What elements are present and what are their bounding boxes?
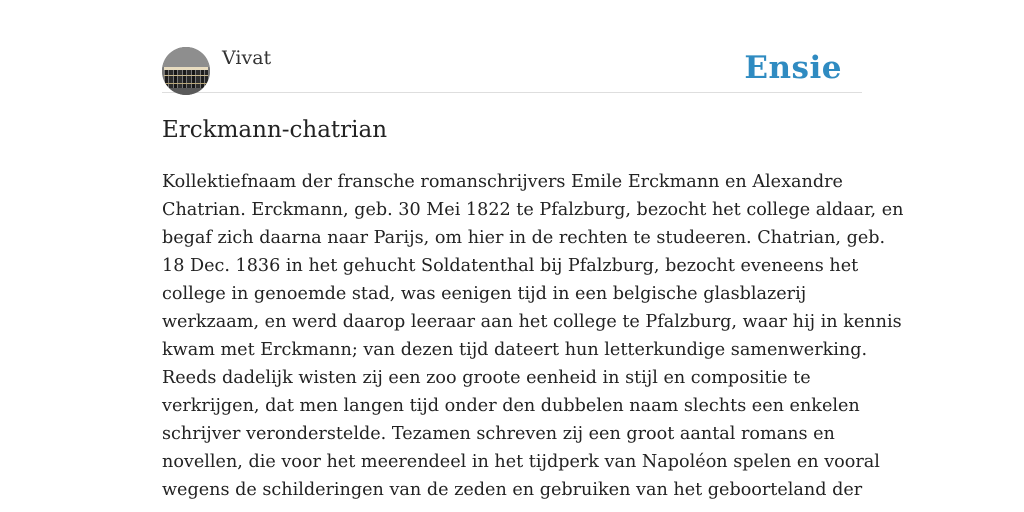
page <box>162 0 904 512</box>
article-line: begaf zich daarna naar Parijs, om hier in de rechten te studeeren. Chatrian, geb. <box>162 228 886 248</box>
page-title: Erckmann-chatrian <box>162 117 388 143</box>
article-line: Kollektiefnaam der fransche romanschrijvers Emile Erckmann en Alexandre <box>162 172 843 192</box>
article-line: Chatrian. Erckmann, geb. 30 Mei 1822 te Pfalzburg, bezocht het college aldaar, en <box>162 200 904 220</box>
source-name[interactable]: Vivat <box>222 47 272 69</box>
article-body <box>162 168 904 504</box>
article-line: Reeds dadelijk wisten zij een zoo groote eenheid in stijl en compositie te <box>162 368 811 388</box>
article-line: werkzaam, en werd daarop leeraar aan het college te Pfalzburg, waar hij in kennis <box>162 312 902 332</box>
article-line: 18 Dec. 1836 in het gehucht Soldatenthal bij Pfalzburg, bezocht eveneens het <box>162 256 859 276</box>
article-line: college in genoemde stad, was eenigen tijd in een belgische glasblazerij <box>162 284 807 304</box>
article-line: wegens de schilderingen van de zeden en gebruiken van het geboorteland der <box>162 480 863 500</box>
book-spines-icon <box>162 47 210 95</box>
article-line: schrijver veronderstelde. Tezamen schreven zij een groot aantal romans en <box>162 424 835 444</box>
article-line: kwam met Erckmann; van dezen tijd dateert hun letterkundige samenwerking. <box>162 340 868 360</box>
brand-logo[interactable]: Ensie <box>744 50 842 86</box>
source-avatar[interactable] <box>162 47 210 95</box>
article-line: verkrijgen, dat men langen tijd onder den dubbelen naam slechts een enkelen <box>162 396 860 416</box>
header <box>162 46 862 93</box>
article-line: novellen, die voor het meerendeel in het tijdperk van Napoléon spelen en vooral <box>162 452 880 472</box>
